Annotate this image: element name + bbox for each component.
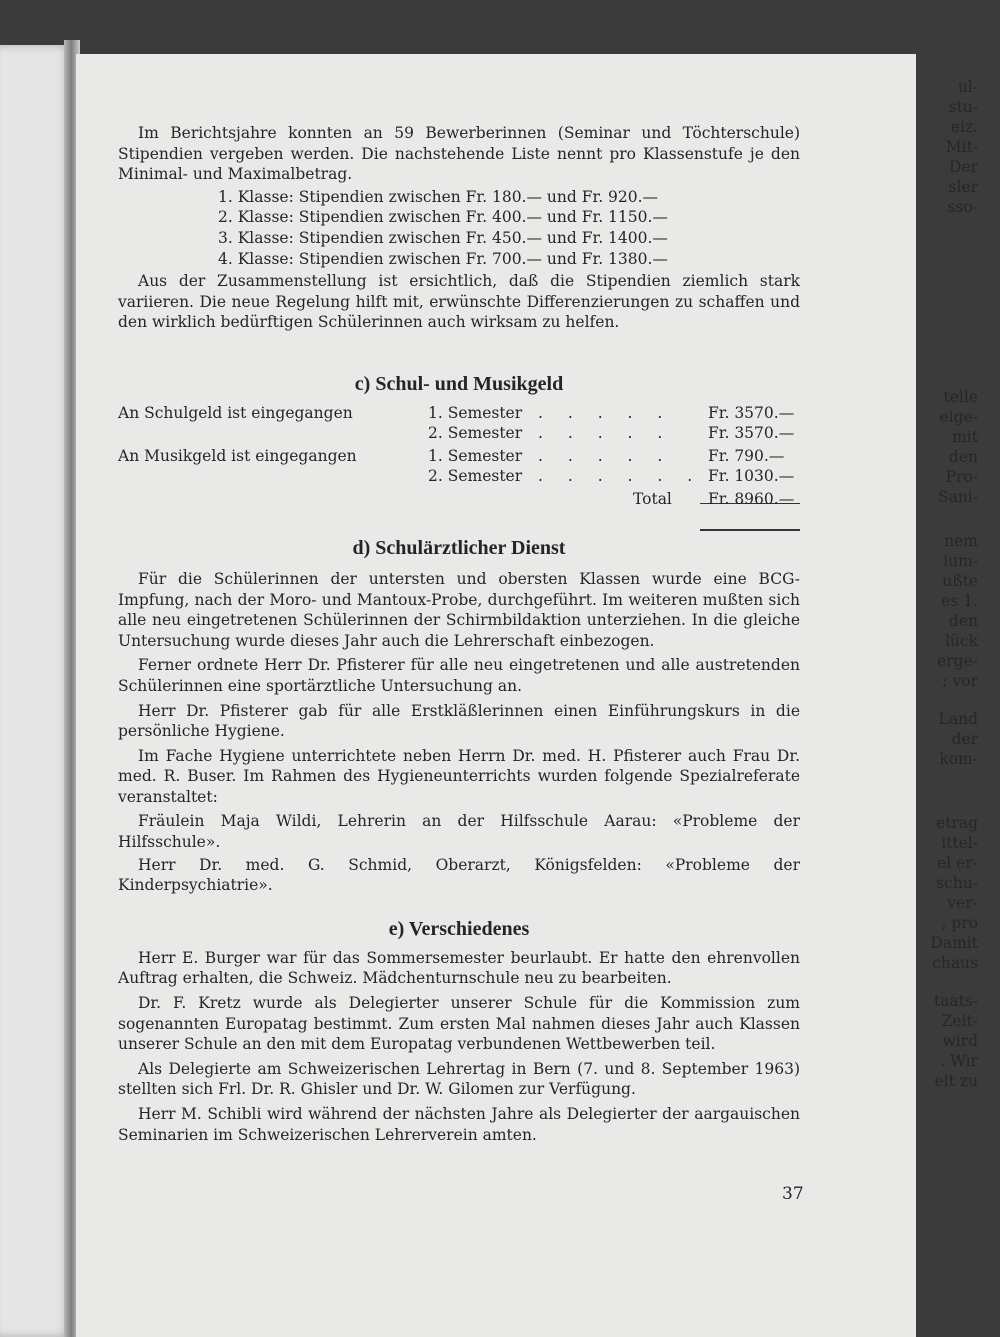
intro-paragraph: Im Berichtsjahre konnten an 59 Bewerberinnen (Seminar und Töchterschule) Stipendien vergeben werden. Die nachstehende Liste nennt pro Klassenstufe je den Minimal- und Maximalbetrag.	[118, 124, 800, 184]
paragraph: Im Fache Hygiene unterrichtete neben Herrn Dr. med. H. Pfisterer auch Frau Dr. med. R. Buser. Im Rahmen des Hygieneunterrichts wurden folgende Spezialreferate veranstaltet:	[118, 746, 800, 806]
left-fragment: ; vor	[942, 672, 978, 690]
left-fragment: es 1.	[941, 592, 978, 610]
semester-cell: 1. Semester	[428, 446, 523, 465]
left-fragment: nem	[944, 532, 978, 550]
total-row	[118, 489, 800, 509]
total-amount: Fr. 8960.—	[708, 489, 795, 508]
left-fragment: Mit-	[945, 138, 978, 156]
left-fragment: mit	[952, 428, 978, 446]
table-row	[118, 446, 800, 466]
row-label: An Schulgeld ist eingegangen	[118, 403, 353, 422]
amount-cell: Fr. 3570.—	[708, 403, 795, 422]
amount-cell: Fr. 3570.—	[708, 423, 795, 442]
paragraph: Ferner ordnete Herr Dr. Pfisterer für alle neu eingetretenen und alle austretenden Schülerinnen eine sportärztliche Untersuchung an.	[118, 656, 800, 695]
section-heading: e) Verschiedenes	[388, 917, 530, 940]
list-item: 4. Klasse: Stipendien zwischen Fr. 700.— und Fr. 1380.—	[218, 249, 668, 268]
table-row	[118, 403, 800, 423]
document-page	[76, 54, 916, 1337]
paragraph: Herr M. Schibli wird während der nächsten Jahre als Delegierter der aargauischen Seminarien im Schweizerischen Lehrerverein amten.	[118, 1105, 800, 1144]
table-row	[118, 466, 800, 486]
list-item: 1. Klasse: Stipendien zwischen Fr. 180.— und Fr. 920.—	[218, 187, 659, 206]
semester-cell: 1. Semester	[428, 403, 523, 422]
left-fragment: telle	[943, 388, 978, 406]
list-item: 3. Klasse: Stipendien zwischen Fr. 450.— und Fr. 1400.—	[218, 228, 668, 247]
semester-cell: 2. Semester	[428, 423, 523, 442]
table-row	[118, 423, 800, 443]
total-label: Total	[633, 489, 672, 508]
row-label: An Musikgeld ist eingegangen	[118, 446, 357, 465]
left-fragment: lück	[944, 632, 978, 650]
left-fragment: . Wir	[940, 1052, 978, 1070]
fees-table	[118, 401, 800, 513]
left-fragment: wird	[942, 1032, 978, 1050]
left-fragment: Zeit-	[941, 1012, 978, 1030]
page-content	[118, 123, 800, 1145]
left-fragment: eige-	[939, 408, 978, 426]
left-fragment: ußte	[942, 572, 978, 590]
leader-dots: . . . . .	[538, 423, 673, 442]
leader-dots: . . . . .	[538, 403, 673, 422]
left-fragment: erge-	[937, 652, 978, 670]
left-fragment: el er-	[937, 854, 978, 872]
left-fragment: Sani-	[937, 488, 978, 506]
amount-cell: Fr. 790.—	[708, 446, 785, 465]
left-fragment: der	[951, 730, 978, 748]
leader-dots: . . . . .	[538, 446, 673, 465]
left-fragment: schu-	[936, 874, 978, 892]
left-fragment: taats-	[933, 992, 978, 1010]
left-fragment: den	[948, 612, 978, 630]
left-fragment: ium-	[943, 552, 978, 570]
section-heading: d) Schulärztlicher Dienst	[352, 536, 566, 559]
total-rule	[700, 529, 800, 531]
semester-cell: 2. Semester	[428, 466, 523, 485]
left-fragment: sso-	[947, 198, 978, 216]
paragraph: Fräulein Maja Wildi, Lehrerin an der Hilfsschule Aarau: «Probleme der Hilfsschule».	[118, 812, 800, 852]
left-fragment: sler	[948, 178, 978, 196]
left-fragment: den	[948, 448, 978, 466]
leader-dots: . . . . . .	[538, 466, 703, 485]
left-fragment: kom-	[939, 750, 978, 768]
paragraph: Herr Dr. med. G. Schmid, Oberarzt, Königsfelden: «Probleme der Kinderpsychiatrie».	[118, 855, 800, 895]
left-fragment: chaus	[932, 954, 978, 972]
left-fragment: etrag	[936, 814, 978, 832]
left-facing-page	[0, 45, 72, 1337]
section-heading: c) Schul- und Musikgeld	[354, 372, 564, 395]
left-fragment: ul-	[957, 78, 978, 96]
left-fragment: , pro	[941, 914, 978, 932]
scholarship-list	[218, 187, 800, 269]
left-fragment: ver-	[947, 894, 978, 912]
paragraph: Dr. F. Kretz wurde als Delegierter unserer Schule für die Kommission zum sogenannten Europatag bestimmt. Zum ersten Mal nahmen dieses Jahr auch Klassen unserer Schule an den mit dem Europatag verbundenen Wettbewerben teil.	[118, 994, 800, 1054]
left-fragment: eiz.	[950, 118, 978, 136]
left-fragment: Pro-	[945, 468, 978, 486]
left-fragment: stu-	[948, 98, 978, 116]
list-item: 2. Klasse: Stipendien zwischen Fr. 400.— und Fr. 1150.—	[218, 208, 668, 227]
page-number: 37	[782, 1184, 804, 1204]
paragraph: Für die Schülerinnen der untersten und obersten Klassen wurde eine BCG-Impfung, nach der Moro- und Mantoux-Probe, durchgeführt. Im weiteren mußten sich alle neu eingetretenen Schülerinnen der Schirmbildaktion unterziehen. In die gleiche Untersuchung wurde dieses Jahr auch die Lehrerschaft einbezogen.	[118, 569, 800, 650]
left-fragment: eit zu	[934, 1072, 978, 1090]
summary-paragraph: Aus der Zusammenstellung ist ersichtlich, daß die Stipendien ziemlich stark variieren. Die neue Regelung hilft mit, erwünschte Differenzierungen zu schaffen und den wirklich bedürftigen Schülerinnen auch wirksam zu helfen.	[118, 272, 800, 332]
paragraph: Herr Dr. Pfisterer gab für alle Erstkläßlerinnen einen Einführungskurs in die persönliche Hygiene.	[118, 701, 800, 741]
left-fragment: Der	[948, 158, 978, 176]
amount-cell: Fr. 1030.—	[708, 466, 795, 485]
left-fragment: Damit	[930, 934, 978, 952]
left-fragment: ittel-	[941, 834, 978, 852]
left-fragment: Land	[938, 710, 978, 728]
left-page-text-fragments	[918, 77, 978, 1091]
paragraph: Herr E. Burger war für das Sommersemester beurlaubt. Er hatte den ehrenvollen Auftrag erhalten, die Schweiz. Mädchenturnschule neu zu bearbeiten.	[118, 948, 800, 988]
paragraph: Als Delegierte am Schweizerischen Lehrertag in Bern (7. und 8. September 1963) stellten sich Frl. Dr. R. Ghisler und Dr. W. Gilomen zur Verfügung.	[118, 1059, 800, 1099]
